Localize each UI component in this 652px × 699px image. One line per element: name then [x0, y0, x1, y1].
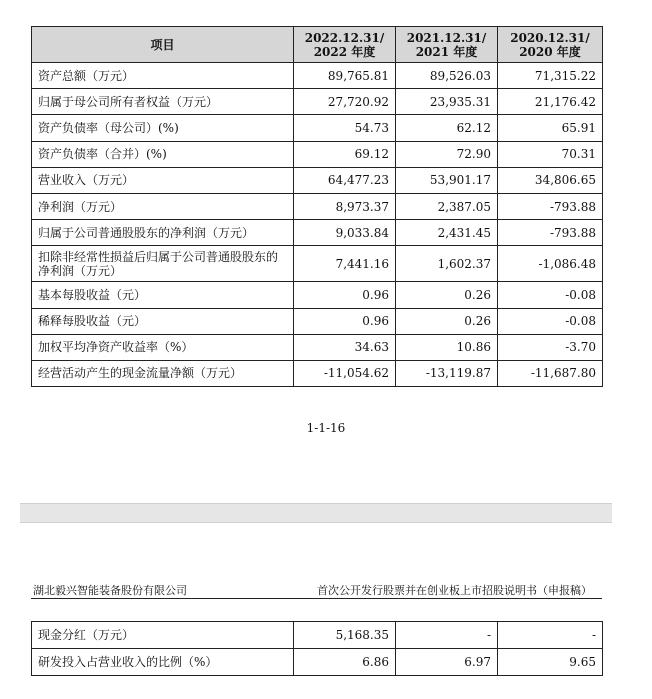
header-2021: 2021.12.31/ 2021 年度 — [396, 27, 498, 63]
row-label: 归属于公司普通股股东的净利润（万元） — [32, 220, 294, 246]
cell-2021: 0.26 — [396, 308, 498, 334]
cell-2022: 5,168.35 — [294, 622, 396, 649]
row-label: 归属于母公司所有者权益（万元） — [32, 89, 294, 115]
header-2020: 2020.12.31/ 2020 年度 — [498, 27, 603, 63]
cell-2021: 0.26 — [396, 282, 498, 308]
page-gap-divider — [20, 503, 612, 523]
row-label: 现金分红（万元） — [32, 622, 294, 649]
cell-2021: 72.90 — [396, 141, 498, 167]
row-label: 稀释每股收益（元） — [32, 308, 294, 334]
table-row — [32, 193, 603, 219]
cell-2020: -11,687.80 — [498, 360, 603, 386]
cell-2022: 0.96 — [294, 282, 396, 308]
table-row — [32, 649, 603, 676]
cell-2020: 70.31 — [498, 141, 603, 167]
cell-2020: -793.88 — [498, 193, 603, 219]
row-label: 营业收入（万元） — [32, 167, 294, 193]
row-label: 加权平均净资产收益率（%） — [32, 334, 294, 360]
financial-indicators-table — [31, 26, 603, 387]
cell-2021: 2,431.45 — [396, 220, 498, 246]
table-header-row — [32, 27, 603, 63]
cell-2022: 7,441.16 — [294, 246, 396, 282]
table-row — [32, 141, 603, 167]
cell-2022: 8,973.37 — [294, 193, 396, 219]
cell-2020: -0.08 — [498, 282, 603, 308]
row-label: 扣除非经常性损益后归属于公司普通股股东的净利润（万元） — [32, 246, 294, 282]
header-document-title: 首次公开发行股票并在创业板上市招股说明书（申报稿） — [317, 584, 592, 597]
cell-2021: 10.86 — [396, 334, 498, 360]
header-rule — [31, 598, 602, 599]
cell-2020: 9.65 — [498, 649, 603, 676]
row-label: 经营活动产生的现金流量净额（万元） — [32, 360, 294, 386]
cell-2020: 34,806.65 — [498, 167, 603, 193]
cell-2022: 27,720.92 — [294, 89, 396, 115]
cell-2022: 6.86 — [294, 649, 396, 676]
cell-2021: 62.12 — [396, 115, 498, 141]
cell-2020: -1,086.48 — [498, 246, 603, 282]
cell-2022: 89,765.81 — [294, 63, 396, 89]
cell-2020: 71,315.22 — [498, 63, 603, 89]
cell-2021: - — [396, 622, 498, 649]
table-row — [32, 115, 603, 141]
row-label: 资产负债率（合并）(%) — [32, 141, 294, 167]
cell-2020: -793.88 — [498, 220, 603, 246]
cell-2021: -13,119.87 — [396, 360, 498, 386]
cell-2022: 0.96 — [294, 308, 396, 334]
cell-2022: -11,054.62 — [294, 360, 396, 386]
cell-2020: -0.08 — [498, 308, 603, 334]
cell-2022: 54.73 — [294, 115, 396, 141]
cell-2020: 21,176.42 — [498, 89, 603, 115]
table-row — [32, 360, 603, 386]
table-row — [32, 334, 603, 360]
cell-2022: 34.63 — [294, 334, 396, 360]
table-row — [32, 282, 603, 308]
table-row — [32, 308, 603, 334]
table-row — [32, 89, 603, 115]
row-label: 基本每股收益（元） — [32, 282, 294, 308]
table-row — [32, 246, 603, 282]
header-company-name: 湖北毅兴智能装备股份有限公司 — [33, 584, 187, 597]
financial-indicators-table-continued — [31, 621, 603, 676]
cell-2021: 6.97 — [396, 649, 498, 676]
row-label: 资产总额（万元） — [32, 63, 294, 89]
table-row — [32, 220, 603, 246]
cell-2020: 65.91 — [498, 115, 603, 141]
header-item: 项目 — [32, 27, 294, 63]
table-row — [32, 167, 603, 193]
cell-2020: -3.70 — [498, 334, 603, 360]
row-label: 资产负债率（母公司）(%) — [32, 115, 294, 141]
header-2022: 2022.12.31/ 2022 年度 — [294, 27, 396, 63]
cell-2021: 2,387.05 — [396, 193, 498, 219]
table-row — [32, 63, 603, 89]
page-number: 1-1-16 — [306, 421, 346, 435]
row-label: 研发投入占营业收入的比例（%） — [32, 649, 294, 676]
cell-2022: 69.12 — [294, 141, 396, 167]
cell-2021: 89,526.03 — [396, 63, 498, 89]
cell-2020: - — [498, 622, 603, 649]
cell-2022: 9,033.84 — [294, 220, 396, 246]
cell-2021: 23,935.31 — [396, 89, 498, 115]
cell-2021: 53,901.17 — [396, 167, 498, 193]
cell-2022: 64,477.23 — [294, 167, 396, 193]
cell-2021: 1,602.37 — [396, 246, 498, 282]
row-label: 净利润（万元） — [32, 193, 294, 219]
table-row — [32, 622, 603, 649]
